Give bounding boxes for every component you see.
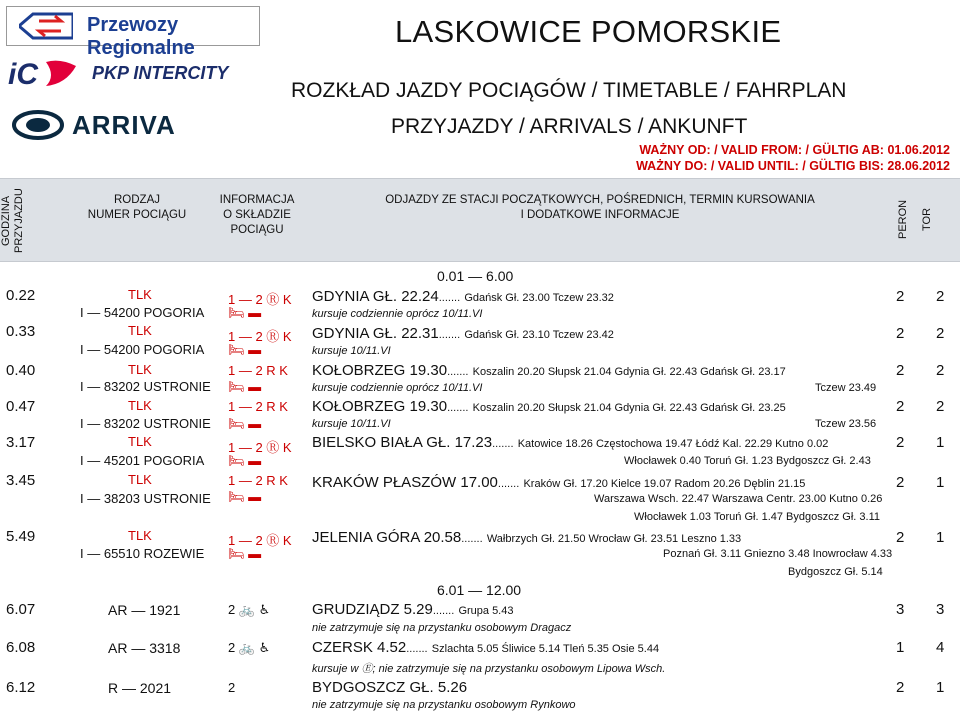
row-7-via: Grupa 5.43 xyxy=(458,605,514,617)
row-3-via: Koszalin 20.20 Słupsk 21.04 Gdynia Gł. 22.43 Gdańsk Gł. 23.25 xyxy=(472,402,786,414)
row-1-bed-icon: 🛏 ▬ xyxy=(228,342,262,357)
row-1-category: TLK xyxy=(128,323,152,338)
row-4-peron: 2 xyxy=(896,434,905,451)
row-4-train: I — 45201 POGORIA xyxy=(80,453,205,468)
row-6-tor: 1 xyxy=(936,529,945,546)
row-5-tor: 1 xyxy=(936,474,945,491)
row-6-via: Wałbrzych Gł. 21.50 Wrocław Gł. 23.51 Leszno 1.33 xyxy=(486,533,742,545)
row-6-via3: Bydgoszcz Gł. 5.14 xyxy=(788,566,883,578)
row-1-dest-text: GDYNIA GŁ. 22.31 xyxy=(312,325,439,342)
col-departures-label-2: I DODATKOWE INFORMACJE xyxy=(520,209,680,221)
row-2-dots: ....... xyxy=(447,366,469,378)
row-9-train: R — 2021 xyxy=(108,680,172,696)
row-7-info: 2 🚲 ♿ xyxy=(228,602,271,617)
col-departures-header xyxy=(330,193,870,223)
row-5-category: TLK xyxy=(128,472,152,487)
row-3-info: 1 — 2 R K xyxy=(228,399,288,414)
row-8-info: 2 🚲 ♿ xyxy=(228,640,271,655)
row-4-via: Katowice 18.26 Częstochowa 19.47 Łódź Kal. 22.29 Kutno 0.02 xyxy=(517,438,829,450)
row-5-via2: Warszawa Wsch. 22.47 Warszawa Centr. 23.00 Kutno 0.26 xyxy=(594,493,883,505)
row-3-dest-text: KOŁOBRZEG 19.30 xyxy=(312,398,448,415)
pkp-intercity-logo xyxy=(6,54,254,94)
row-9-note: nie zatrzymuje się na przystanku osobowym Rynkowo xyxy=(312,699,576,711)
col-time-header: GODZINA PRZYJAZDU xyxy=(0,188,25,254)
row-2-via: Koszalin 20.20 Słupsk 21.04 Gdynia Gł. 22.43 Gdańsk Gł. 23.17 xyxy=(472,366,786,378)
row-6-info: 1 — 2 Ⓡ K xyxy=(228,533,292,548)
col-kind-header xyxy=(72,193,202,223)
valid-to: WAŻNY DO: / VALID UNTIL: / GÜLTIG BIS: 28.06.2012 xyxy=(636,159,950,173)
row-2-peron: 2 xyxy=(896,362,905,379)
row-1-dots: ....... xyxy=(438,329,461,341)
col-tor-header: TOR xyxy=(921,207,933,231)
row-7-note: nie zatrzymuje się na przystanku osobowym Dragacz xyxy=(312,622,572,634)
row-4-time: 3.17 xyxy=(6,434,36,451)
row-1-dest xyxy=(312,325,614,342)
row-6-dest xyxy=(312,529,741,546)
section-night: 0.01 — 6.00 xyxy=(437,268,514,284)
valid-from: WAŻNY OD: / VALID FROM: / GÜLTIG AB: 01.06.2012 xyxy=(639,143,950,157)
row-0-note: kursuje codziennie oprócz 10/11.VI xyxy=(312,308,483,320)
row-0-peron: 2 xyxy=(896,288,905,305)
row-6-peron: 2 xyxy=(896,529,905,546)
row-9-peron: 2 xyxy=(896,679,905,696)
timetable-title: ROZKŁAD JAZDY POCIĄGÓW / TIMETABLE / FAHRPLAN xyxy=(291,79,847,102)
row-0-via: Gdańsk Gł. 23.00 Tczew 23.32 xyxy=(464,292,614,304)
row-4-dots: ....... xyxy=(492,438,514,450)
row-1-via: Gdańsk Gł. 23.10 Tczew 23.42 xyxy=(464,329,614,341)
row-0-tor: 2 xyxy=(936,288,945,305)
row-1-tor: 2 xyxy=(936,325,945,342)
row-0-dest xyxy=(312,288,614,305)
row-1-train: I — 54200 POGORIA xyxy=(80,342,205,357)
col-info-label-1: INFORMACJA xyxy=(219,194,295,206)
row-2-bed-icon: 🛏 ▬ xyxy=(228,379,262,394)
row-5-via3: Włocławek 1.03 Toruń Gł. 1.47 Bydgoszcz Gł. 3.11 xyxy=(634,511,880,523)
svg-text:iC: iC xyxy=(8,58,38,90)
row-1-time: 0.33 xyxy=(6,323,36,340)
row-2-note: kursuje codziennie oprócz 10/11.VI xyxy=(312,382,483,394)
row-7-tor: 3 xyxy=(936,601,945,618)
col-info-label-3: POCIĄGU xyxy=(230,224,284,236)
row-4-dest xyxy=(312,434,828,451)
row-5-dots: ....... xyxy=(497,478,520,490)
row-8-via: Szlachta 5.05 Śliwice 5.14 Tleń 5.35 Osie 5.44 xyxy=(431,643,660,655)
arriva-logo-text: ARRIVA xyxy=(72,110,176,140)
row-1-note: kursuje 10/11.VI xyxy=(312,345,391,357)
row-3-note: kursuje 10/11.VI xyxy=(312,418,391,430)
row-4-via2: Włocławek 0.40 Toruń Gł. 1.23 Bydgoszcz Gł. 2.43 xyxy=(624,455,871,467)
row-2-train: I — 83202 USTRONIE xyxy=(80,379,211,394)
row-4-info: 1 — 2 Ⓡ K xyxy=(228,440,292,455)
row-0-train: I — 54200 POGORIA xyxy=(80,305,205,320)
row-6-dots: ....... xyxy=(461,533,483,545)
row-6-dest-text: JELENIA GÓRA 20.58 xyxy=(312,529,462,546)
row-3-bed-icon: 🛏 ▬ xyxy=(228,416,262,431)
row-3-time: 0.47 xyxy=(6,398,36,415)
row-0-time: 0.22 xyxy=(6,287,36,304)
row-2-time: 0.40 xyxy=(6,362,36,379)
row-4-tor: 1 xyxy=(936,434,945,451)
pkp-intercity-logo-text: PKP INTERCITY xyxy=(92,63,229,83)
intercity-emblem-icon xyxy=(6,56,86,90)
row-3-via2: Tczew 23.56 xyxy=(815,418,877,430)
row-2-category: TLK xyxy=(128,362,152,377)
row-4-dest-text: BIELSKO BIAŁA GŁ. 17.23 xyxy=(312,434,493,451)
col-kind-label: RODZAJ xyxy=(114,194,160,206)
arriva-logo xyxy=(6,106,246,142)
row-9-info: 2 xyxy=(228,680,236,695)
row-8-time: 6.08 xyxy=(6,639,36,656)
row-9-time: 6.12 xyxy=(6,679,36,696)
arriva-emblem-icon xyxy=(12,110,64,140)
row-4-category: TLK xyxy=(128,434,152,449)
section-morning: 6.01 — 12.00 xyxy=(437,582,522,598)
row-6-bed-icon: 🛏 ▬ xyxy=(228,546,262,561)
row-2-info: 1 — 2 R K xyxy=(228,363,288,378)
row-3-peron: 2 xyxy=(896,398,905,415)
row-6-train: I — 65510 ROZEWIE xyxy=(80,546,205,561)
row-8-dest-text: CZERSK 4.52 xyxy=(312,639,407,656)
row-8-dots: ....... xyxy=(406,643,428,655)
row-7-time: 6.07 xyxy=(6,601,36,618)
row-3-train: I — 83202 USTRONIE xyxy=(80,416,211,431)
row-8-dest xyxy=(312,639,659,656)
row-6-via2: Poznań Gł. 3.11 Gniezno 3.48 Inowrocław 4.33 xyxy=(663,548,893,560)
row-4-bed-icon: 🛏 ▬ xyxy=(228,453,262,468)
row-6-time: 5.49 xyxy=(6,528,36,545)
row-7-peron: 3 xyxy=(896,601,905,618)
row-7-train: AR — 1921 xyxy=(108,602,181,618)
col-number-label: NUMER POCIĄGU xyxy=(87,209,187,221)
row-7-dest-text: GRUDZIĄDZ 5.29 xyxy=(312,601,433,618)
row-3-category: TLK xyxy=(128,398,152,413)
row-5-dest xyxy=(312,474,805,491)
row-2-tor: 2 xyxy=(936,362,945,379)
row-2-dest-text: KOŁOBRZEG 19.30 xyxy=(312,362,448,379)
station-name: LASKOWICE POMORSKIE xyxy=(395,14,782,49)
row-9-tor: 1 xyxy=(936,679,945,696)
col-info-label-2: O SKŁADZIE xyxy=(223,209,291,221)
row-5-bed-icon: 🛏 ▬ xyxy=(228,489,262,504)
przewozy-regionalne-logo-text: Przewozy Regionalne xyxy=(87,14,195,59)
row-9-dest: BYDGOSZCZ GŁ. 5.26 xyxy=(312,679,468,696)
col-departures-label-1: ODJAZDY ZE STACJI POCZĄTKOWYCH, POŚREDNICH, TERMIN KURSOWANIA xyxy=(385,194,815,206)
col-info-header xyxy=(212,193,302,238)
col-peron-header: PERON xyxy=(897,199,909,239)
row-2-via2: Tczew 23.49 xyxy=(815,382,877,394)
arrivals-title: PRZYJAZDY / ARRIVALS / ANKUNFT xyxy=(391,115,748,138)
przewozy-regionalne-logo xyxy=(6,6,260,59)
row-1-info: 1 — 2 Ⓡ K xyxy=(228,329,292,344)
row-3-dest xyxy=(312,398,786,415)
row-0-dest-text: GDYNIA GŁ. 22.24 xyxy=(312,288,439,305)
row-5-time: 3.45 xyxy=(6,472,36,489)
row-5-dest-text: KRAKÓW PŁASZÓW 17.00 xyxy=(312,474,498,491)
row-5-peron: 2 xyxy=(896,474,905,491)
row-8-note: kursuje w Ⓔ; nie zatrzymuje się na przystanku osobowym Lipowa Wsch. xyxy=(312,663,666,675)
row-7-dots: ....... xyxy=(432,605,455,617)
row-5-info: 1 — 2 R K xyxy=(228,473,288,488)
row-3-tor: 2 xyxy=(936,398,945,415)
row-8-peron: 1 xyxy=(896,639,905,656)
row-5-via: Kraków Gł. 17.20 Kielce 19.07 Radom 20.26 Dęblin 21.15 xyxy=(523,478,806,490)
row-8-train: AR — 3318 xyxy=(108,640,181,656)
przewozy-regionalne-emblem-icon xyxy=(19,12,73,40)
row-0-info: 1 — 2 Ⓡ K xyxy=(228,292,292,307)
row-0-bed-icon: 🛏 ▬ xyxy=(228,305,262,320)
row-8-tor: 4 xyxy=(936,639,945,656)
row-2-dest xyxy=(312,362,786,379)
row-6-category: TLK xyxy=(128,528,152,543)
row-1-peron: 2 xyxy=(896,325,905,342)
row-5-train: I — 38203 USTRONIE xyxy=(80,491,211,506)
row-3-dots: ....... xyxy=(447,402,469,414)
row-0-dots: ....... xyxy=(438,292,461,304)
row-0-category: TLK xyxy=(128,287,152,302)
row-7-dest xyxy=(312,601,513,618)
